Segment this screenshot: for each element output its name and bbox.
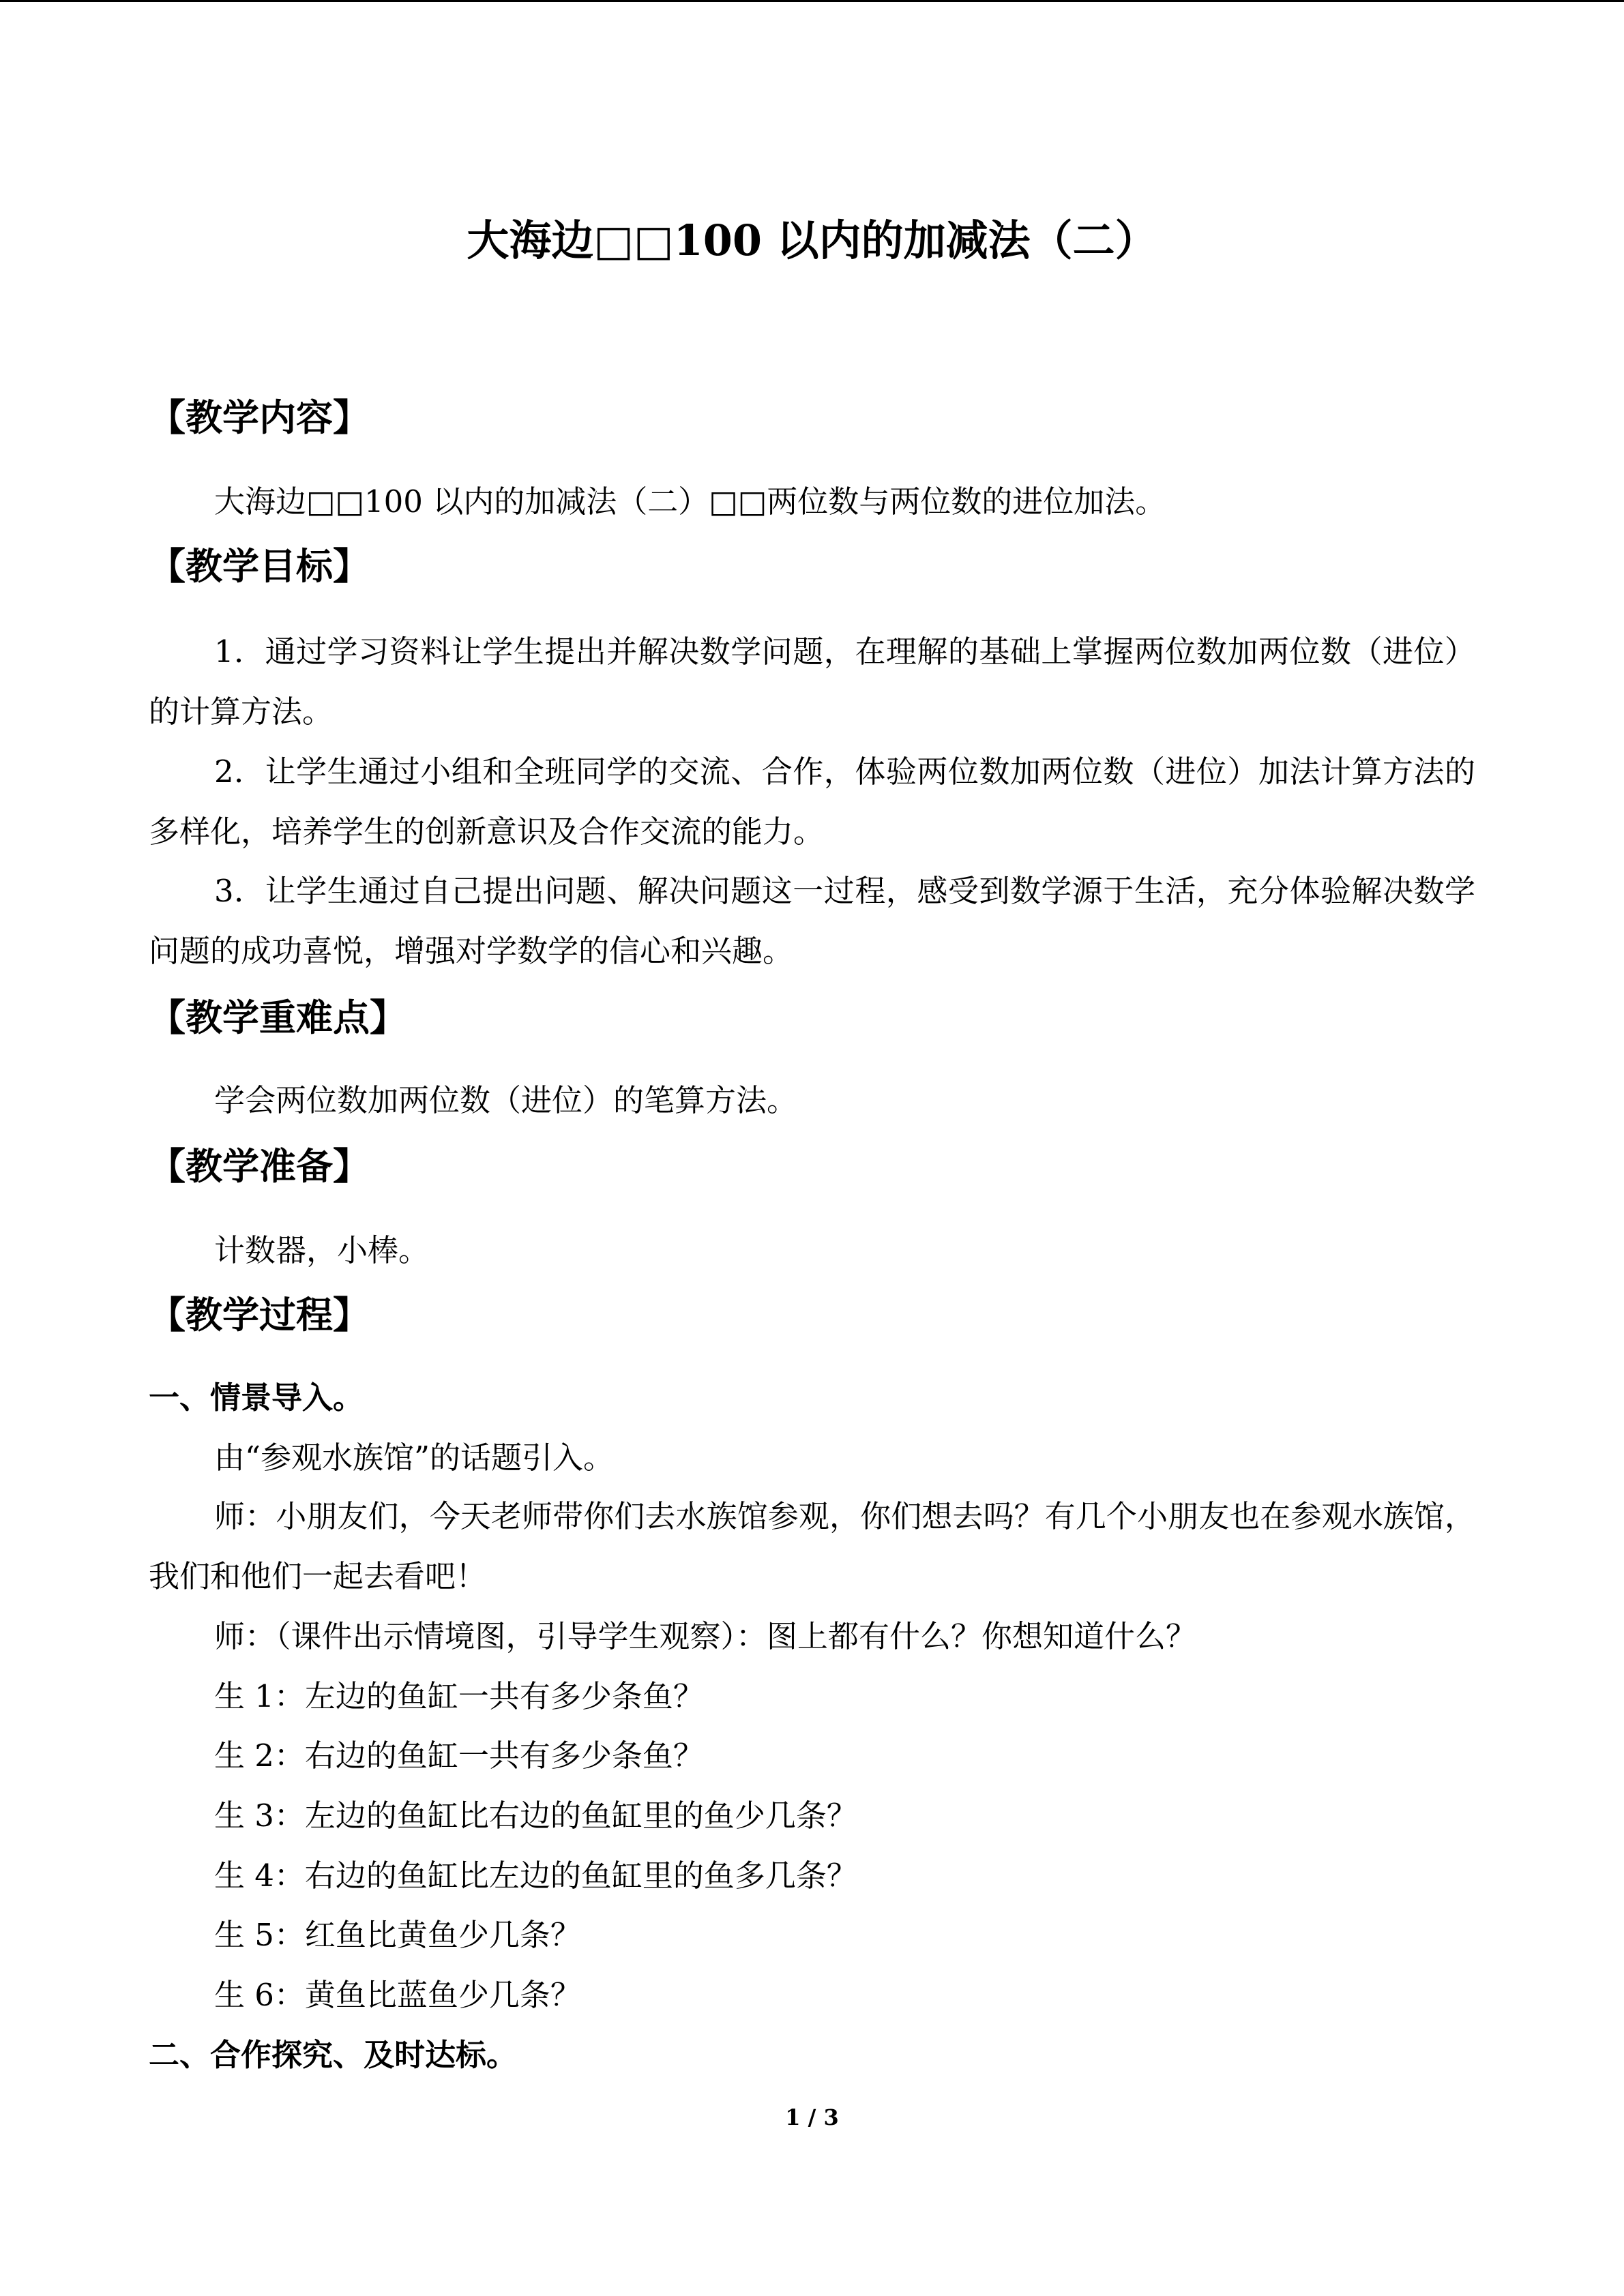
section-heading-goals: 【教学目标】 [149, 544, 370, 588]
section-heading-preparation: 【教学准备】 [149, 1144, 370, 1188]
section-heading-content: 【教学内容】 [149, 396, 370, 439]
process-line: 生 4：右边的鱼缸比左边的鱼缸里的鱼多几条？ [214, 1858, 857, 1894]
page-number: 1 / 3 [785, 2104, 839, 2130]
process-line: 师：小朋友们，今天老师带你们去水族馆参观，你们想去吗？有几个小朋友也在参观水族馆，我们和他们一起去看吧！ [149, 1498, 1475, 1594]
process-line: 生 2：右边的鱼缸一共有多少条鱼？ [214, 1738, 704, 1774]
process-line: 由“参观水族馆”的话题引入。 [214, 1440, 615, 1476]
content-text: 大海边□□100 以内的加减法（二）□□两位数与两位数的进位加法。 [214, 483, 1166, 520]
page-title: 大海边□□100 以内的加减法（二） [467, 215, 1157, 265]
process-line: 生 3：左边的鱼缸比右边的鱼缸里的鱼少几条？ [214, 1798, 857, 1834]
process-line: 生 6：黄鱼比蓝鱼少几条？ [214, 1977, 581, 2013]
process-step-1-title: 一、情景导入。 [149, 1380, 364, 1416]
process-line: 生 5：红鱼比黄鱼少几条？ [214, 1917, 581, 1953]
process-line: 生 1：左边的鱼缸一共有多少条鱼？ [214, 1678, 704, 1714]
process-step-2-title: 二、合作探究、及时达标。 [149, 2037, 518, 2073]
key-points-text: 学会两位数加两位数（进位）的笔算方法。 [214, 1082, 798, 1118]
preparation-text: 计数器，小棒。 [214, 1232, 430, 1268]
section-heading-key-points: 【教学重难点】 [149, 996, 407, 1039]
goal-item-3: 3．让学生通过自己提出问题、解决问题这一过程，感受到数学源于生活，充分体验解决数学问题的成功喜悦，增强对学数学的信心和兴趣。 [149, 873, 1475, 969]
page-top-border [0, 0, 1624, 2]
process-line: 师：（课件出示情境图，引导学生观察）：图上都有什么？你想知道什么？ [214, 1618, 1197, 1654]
goal-item-2: 2．让学生通过小组和全班同学的交流、合作，体验两位数加两位数（进位）加法计算方法的多样化，培养学生的创新意识及合作交流的能力。 [149, 754, 1475, 850]
section-heading-process: 【教学过程】 [149, 1293, 370, 1337]
goal-item-1: 1．通过学习资料让学生提出并解决数学问题，在理解的基础上掌握两位数加两位数（进位）的计算方法。 [149, 633, 1475, 730]
